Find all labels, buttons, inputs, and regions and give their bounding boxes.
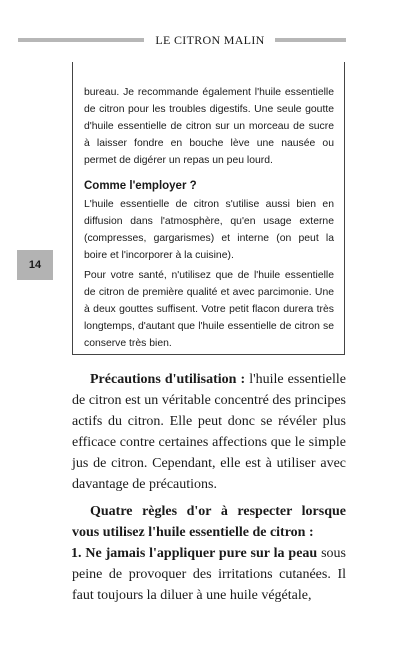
rules-heading-paragraph bbox=[72, 501, 346, 543]
precautions-paragraph bbox=[72, 369, 346, 495]
rule-bold-text: Ne jamais l'appliquer pure sur la peau bbox=[85, 546, 318, 561]
rules-heading: Quatre règles d'or à respecter lorsque vous utilisez l'huile essentielle de citron : bbox=[72, 504, 346, 540]
precautions-text: l'huile essentielle de citron est un véritable concentré des principes actifs du citron. Elle peut donc se révéler plus efficace contre certaines affections que le simple jus de citron. Cependant, elle est à utiliser avec davantage de précautions. bbox=[72, 372, 346, 492]
sidebar-box bbox=[72, 62, 345, 355]
box-heading: Comme l'employer ? bbox=[84, 180, 197, 192]
rule-text: sous peine de provoquer des irritations cutanées. Il faut toujours la diluer à une huile végétale, bbox=[72, 546, 347, 603]
header-rule-right bbox=[275, 38, 346, 42]
header-title: LE CITRON MALIN bbox=[155, 33, 265, 47]
box-paragraph: L'huile essentielle de citron s'utilise aussi bien en diffusion dans l'atmosphère, qu'en usage externe (compresses, gargarismes) et interne (on peut la boire et l'incorporer à la cuisine). bbox=[84, 199, 334, 261]
precautions-label: Précautions d'utilisation : bbox=[90, 372, 246, 387]
header-rule-left bbox=[18, 38, 144, 42]
running-header bbox=[18, 33, 346, 47]
rule-item bbox=[72, 543, 346, 606]
rule-number: 1. bbox=[71, 546, 82, 561]
main-text bbox=[72, 369, 346, 606]
box-paragraph: Pour votre santé, n'utilisez que de l'huile essentielle de citron de première qualité et avec parcimonie. Une à deux gouttes suffisent. Votre petit flacon durera très longtemps, d'autant que l'huile essentielle de citron se conserve très bien. bbox=[84, 270, 334, 349]
page-number: 14 bbox=[17, 250, 53, 280]
box-paragraph: bureau. Je recommande également l'huile essentielle de citron pour les troubles digestifs. Une seule goutte d'huile essentielle de citron sur un morceau de sucre à laisser fondre en bouche lève une nausée ou permet de digérer un repas un peu lourd. bbox=[84, 87, 334, 166]
